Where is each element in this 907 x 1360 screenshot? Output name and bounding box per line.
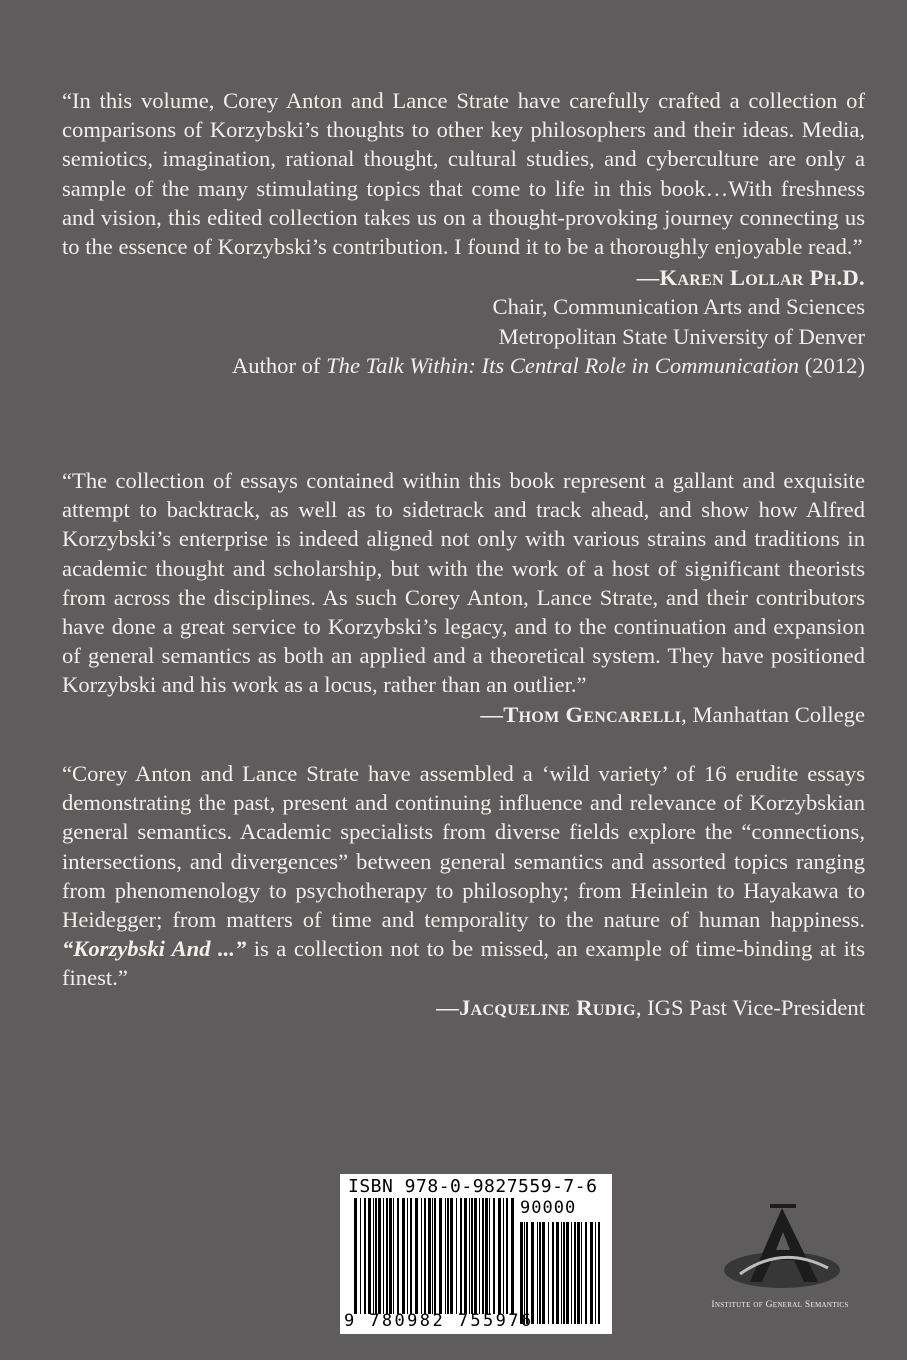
barcode-bar: [415, 1198, 418, 1314]
publisher-name: Institute of General Semantics: [711, 1300, 849, 1310]
book-title: The Talk Within: Its Central Role in Communication: [326, 352, 800, 378]
barcode-bar: [485, 1198, 488, 1314]
attribution-book: [62, 351, 865, 380]
blurb-quote: [62, 759, 865, 993]
barcode-bar: [552, 1222, 554, 1324]
barcode-bar: [368, 1198, 371, 1314]
barcode-bar: [561, 1222, 562, 1324]
attribution-title: Chair, Communication Arts and Sciences: [492, 294, 865, 320]
attribution-institution: Metropolitan State University of Denver: [498, 323, 865, 349]
barcode-bar: [383, 1198, 384, 1314]
barcode-bar: [432, 1198, 433, 1314]
ean-number: 9 780982 755976: [344, 1311, 534, 1331]
barcode-bar: [424, 1198, 426, 1314]
barcode-bar: [364, 1198, 366, 1314]
barcode-bar: [456, 1198, 457, 1314]
attribution-name: —Jacqueline Rudig: [436, 994, 636, 1020]
barcode-bar: [445, 1198, 446, 1314]
attribution-affiliation: , IGS Past Vice-President: [635, 994, 865, 1020]
author-prefix: Author of: [231, 352, 327, 378]
barcode-bar: [506, 1198, 508, 1314]
barcode-bar: [520, 1222, 523, 1324]
barcode-bar: [397, 1198, 399, 1314]
barcode-bar: [447, 1198, 449, 1314]
quote-book-title: “Korzybski And ...”: [62, 936, 247, 962]
barcode-bar: [571, 1222, 572, 1324]
barcode-bar: [511, 1198, 514, 1314]
barcode-bar: [539, 1222, 541, 1324]
barcode-bar: [389, 1198, 392, 1314]
barcode-bar: [407, 1198, 408, 1314]
barcode-bar: [402, 1198, 405, 1314]
barcode-bar: [360, 1198, 361, 1314]
barcode-bar: [474, 1198, 477, 1314]
barcode-bar: [574, 1222, 576, 1324]
barcode-bar: [386, 1198, 388, 1314]
quote-end: is a collection not to be missed, an example of time-binding at its finest.”: [62, 936, 866, 991]
barcode-bar: [469, 1198, 470, 1314]
blurb-attribution: [62, 993, 865, 1022]
quote-text: “Corey Anton and Lance Strate have assembled a ‘wild variety’ of 16 erudite essays demonstrating the past, present and continuing influence and relevance of Korzybskian general semantics. Academic specialists from diverse fields explore the “connections, intersections, and divergences” between general semantics and assorted topics ranging from phenomenology to psychotherapy to philosophy; from Heinlein to Hayakawa to Heidegger; from matters of time and temporality to the nature of human happiness.: [62, 761, 865, 933]
barcode-bar: [524, 1222, 525, 1324]
barcode-bar: [410, 1198, 412, 1314]
barcode-bar: [375, 1198, 377, 1314]
barcode-bar: [439, 1198, 442, 1314]
blurb-rudig: [62, 759, 865, 1022]
attribution-affiliation: , Manhattan College: [681, 701, 865, 727]
blurb-attribution: [62, 700, 865, 729]
barcode-bar: [531, 1222, 534, 1324]
barcode-bar: [393, 1198, 394, 1314]
barcode-bar: [489, 1198, 490, 1314]
barcode-bar: [598, 1222, 600, 1324]
barcode-bar: [537, 1222, 538, 1324]
barcode-bar: [498, 1198, 501, 1314]
attribution-name: —Thom Gencarelli: [480, 701, 682, 727]
barcode-bar: [464, 1198, 467, 1314]
barcode-bar: [585, 1222, 587, 1324]
barcode-bar: [566, 1222, 569, 1324]
barcode-bar: [493, 1198, 495, 1314]
blurb-quote: “The collection of essays contained within this book represent a gallant and exquisite attempt to backtrack, as well as to sidetrack and track ahead, and show how Alfred Korzybski’s enterprise is indeed aligned not only with various strains and traditions in academic thought and scholarship, but with the work of a host of significant theorists from across the disciplines. As such Corey Anton, Lance Strate, and their contributors have done a great service to Korzybski’s legacy, and to the continuation and expansion of general semantics as both an applied and a theoretical system. They have positioned Korzybski and his work as a locus, rather than an outlier.”: [62, 468, 865, 698]
price-code: 90000: [520, 1198, 577, 1218]
igs-a-logo-icon: [690, 1204, 870, 1300]
barcode-bar: [595, 1222, 596, 1324]
isbn-number: ISBN 978-0-9827559-7-6: [348, 1176, 598, 1197]
barcode-bar: [548, 1222, 549, 1324]
barcode-bar: [434, 1198, 436, 1314]
barcode-bar: [378, 1198, 381, 1314]
publisher-logo: [690, 1204, 870, 1314]
blurb-gencarelli: [62, 466, 865, 729]
barcode-bar: [460, 1198, 462, 1314]
barcode-bar: [581, 1222, 582, 1324]
book-year: (2012): [799, 352, 865, 378]
barcode-bar: [471, 1198, 473, 1314]
barcode-bar: [577, 1222, 580, 1324]
blurb-attribution: [62, 263, 865, 380]
barcode-bar: [421, 1198, 422, 1314]
barcode-bar: [503, 1198, 504, 1314]
barcode-bar: [482, 1198, 484, 1314]
isbn-barcode: [340, 1174, 612, 1334]
barcode-bar: [373, 1198, 374, 1314]
attribution-name: —Karen Lollar Ph.D.: [636, 265, 865, 291]
blurb-quote: “In this volume, Corey Anton and Lance Strate have carefully crafted a collection of comparisons of Korzybski’s thoughts to other key philosophers and their ideas. Media, semiotics, imagination, rational thought, cultural studies, and cyberculture are only a sample of the many stimulating topics that come to life in this book…With freshness and vision, this edited collection takes us on a thought-provoking journey connecting us to the essence of Korzybski’s contribution. I found it to be a thoroughly enjoyable read.”: [62, 88, 865, 260]
barcode-bar: [556, 1222, 559, 1324]
barcode-bar: [542, 1222, 545, 1324]
ean-bars: [340, 1174, 612, 1334]
blurb-lollar: [62, 86, 865, 380]
barcode-bar: [590, 1222, 593, 1324]
barcode-bar: [428, 1198, 431, 1314]
barcode-bar: [526, 1222, 528, 1324]
barcode-bar: [479, 1198, 480, 1314]
barcode-bar: [450, 1198, 453, 1314]
barcode-bar: [354, 1198, 357, 1314]
barcode-bar: [563, 1222, 565, 1324]
